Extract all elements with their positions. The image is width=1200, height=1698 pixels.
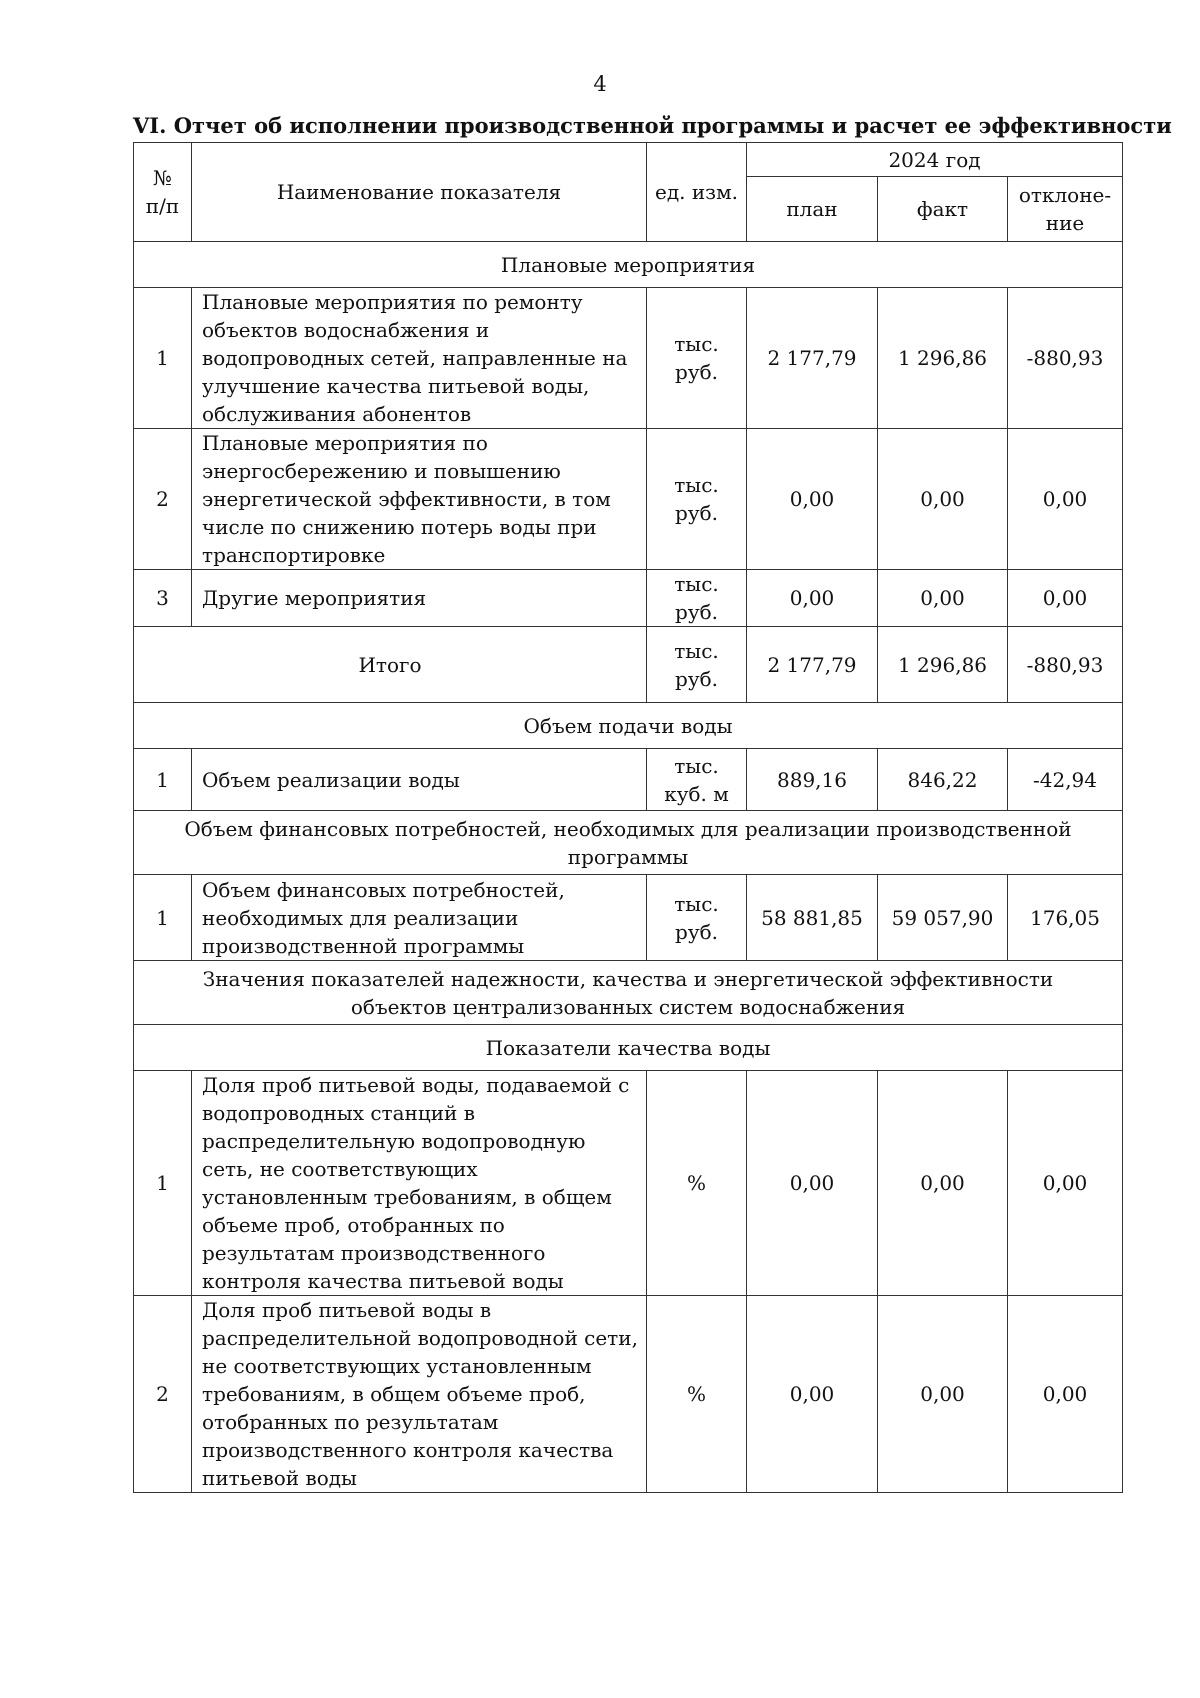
indicator-name: Плановые мероприятия по энергосбережению и повышению энергетической эффективности, в том числе по снижению потерь воды при транспортировке [192, 429, 647, 570]
header-fact: факт [878, 177, 1008, 242]
indicator-name: Объем финансовых потребностей, необходимых для реализации производственной программы [192, 875, 647, 961]
fact-value: 1 296,86 [878, 627, 1008, 703]
section-header-row [134, 703, 1123, 749]
row-number: 3 [134, 570, 192, 627]
unit-cell: % [647, 1071, 747, 1296]
total-label: Итого [134, 627, 647, 703]
table-row [134, 570, 1123, 627]
deviation-value: 0,00 [1008, 1071, 1123, 1296]
indicator-name: Объем реализации воды [192, 749, 647, 811]
fact-value: 0,00 [878, 1071, 1008, 1296]
fact-value: 1 296,86 [878, 288, 1008, 429]
plan-value: 889,16 [747, 749, 878, 811]
plan-value: 0,00 [747, 429, 878, 570]
deviation-value: 0,00 [1008, 1296, 1123, 1493]
table-row [134, 1071, 1123, 1296]
fact-value: 0,00 [878, 1296, 1008, 1493]
row-number: 2 [134, 1296, 192, 1493]
section-title: Значения показателей надежности, качества и энергетической эффективности объектов централизованных систем водоснабжения [134, 961, 1123, 1025]
unit-cell: тыс. руб. [647, 627, 747, 703]
deviation-value: 176,05 [1008, 875, 1123, 961]
table-row [134, 1296, 1123, 1493]
indicator-name: Доля проб питьевой воды в распределительной водопроводной сети, не соответствующих установленным требованиям, в общем объеме проб, отобранных по результатам производственного контроля качества питьевой воды [192, 1296, 647, 1493]
header-plan: план [747, 177, 878, 242]
row-number: 1 [134, 875, 192, 961]
header-name: Наименование показателя [192, 143, 647, 242]
section-title: Объем подачи воды [134, 703, 1123, 749]
fact-value: 846,22 [878, 749, 1008, 811]
header-unit: ед. изм. [647, 143, 747, 242]
unit-cell: тыс. руб. [647, 570, 747, 627]
unit-cell: % [647, 1296, 747, 1493]
section-title: Объем финансовых потребностей, необходимых для реализации производственной программы [134, 811, 1123, 875]
plan-value: 0,00 [747, 1296, 878, 1493]
table-row [134, 749, 1123, 811]
row-number: 1 [134, 1071, 192, 1296]
section-header-row [134, 961, 1123, 1025]
section-header-row [134, 242, 1123, 288]
section-header-row [134, 1025, 1123, 1071]
row-number: 1 [134, 749, 192, 811]
deviation-value: -42,94 [1008, 749, 1123, 811]
table-row [134, 875, 1123, 961]
deviation-value: 0,00 [1008, 570, 1123, 627]
fact-value: 59 057,90 [878, 875, 1008, 961]
indicator-name: Доля проб питьевой воды, подаваемой с водопроводных станций в распределительную водопроводную сеть, не соответствующих установленным требованиям, в общем объеме проб, отобранных по результатам производственного контроля качества питьевой воды [192, 1071, 647, 1296]
deviation-value: -880,93 [1008, 627, 1123, 703]
total-row [134, 627, 1123, 703]
fact-value: 0,00 [878, 570, 1008, 627]
header-num: № п/п [134, 143, 192, 242]
section-title: Плановые мероприятия [134, 242, 1123, 288]
table-row [134, 288, 1123, 429]
section-title: Показатели качества воды [134, 1025, 1123, 1071]
page-number: 4 [593, 72, 607, 96]
fact-value: 0,00 [878, 429, 1008, 570]
row-number: 1 [134, 288, 192, 429]
indicator-name: Плановые мероприятия по ремонту объектов водоснабжения и водопроводных сетей, направленные на улучшение качества питьевой воды, обслуживания абонентов [192, 288, 647, 429]
unit-cell: тыс. куб. м [647, 749, 747, 811]
unit-cell: тыс. руб. [647, 429, 747, 570]
header-row-top [134, 143, 1123, 177]
header-year: 2024 год [747, 143, 1123, 177]
page-title: VI. Отчет об исполнении производственной программы и расчет ее эффективности [133, 113, 1172, 138]
plan-value: 0,00 [747, 1071, 878, 1296]
plan-value: 0,00 [747, 570, 878, 627]
deviation-value: 0,00 [1008, 429, 1123, 570]
deviation-value: -880,93 [1008, 288, 1123, 429]
plan-value: 2 177,79 [747, 627, 878, 703]
row-number: 2 [134, 429, 192, 570]
header-deviation: отклоне-ние [1008, 177, 1123, 242]
section-header-row [134, 811, 1123, 875]
indicator-name: Другие мероприятия [192, 570, 647, 627]
unit-cell: тыс. руб. [647, 875, 747, 961]
plan-value: 58 881,85 [747, 875, 878, 961]
report-table [133, 142, 1123, 1493]
unit-cell: тыс. руб. [647, 288, 747, 429]
plan-value: 2 177,79 [747, 288, 878, 429]
table-row [134, 429, 1123, 570]
